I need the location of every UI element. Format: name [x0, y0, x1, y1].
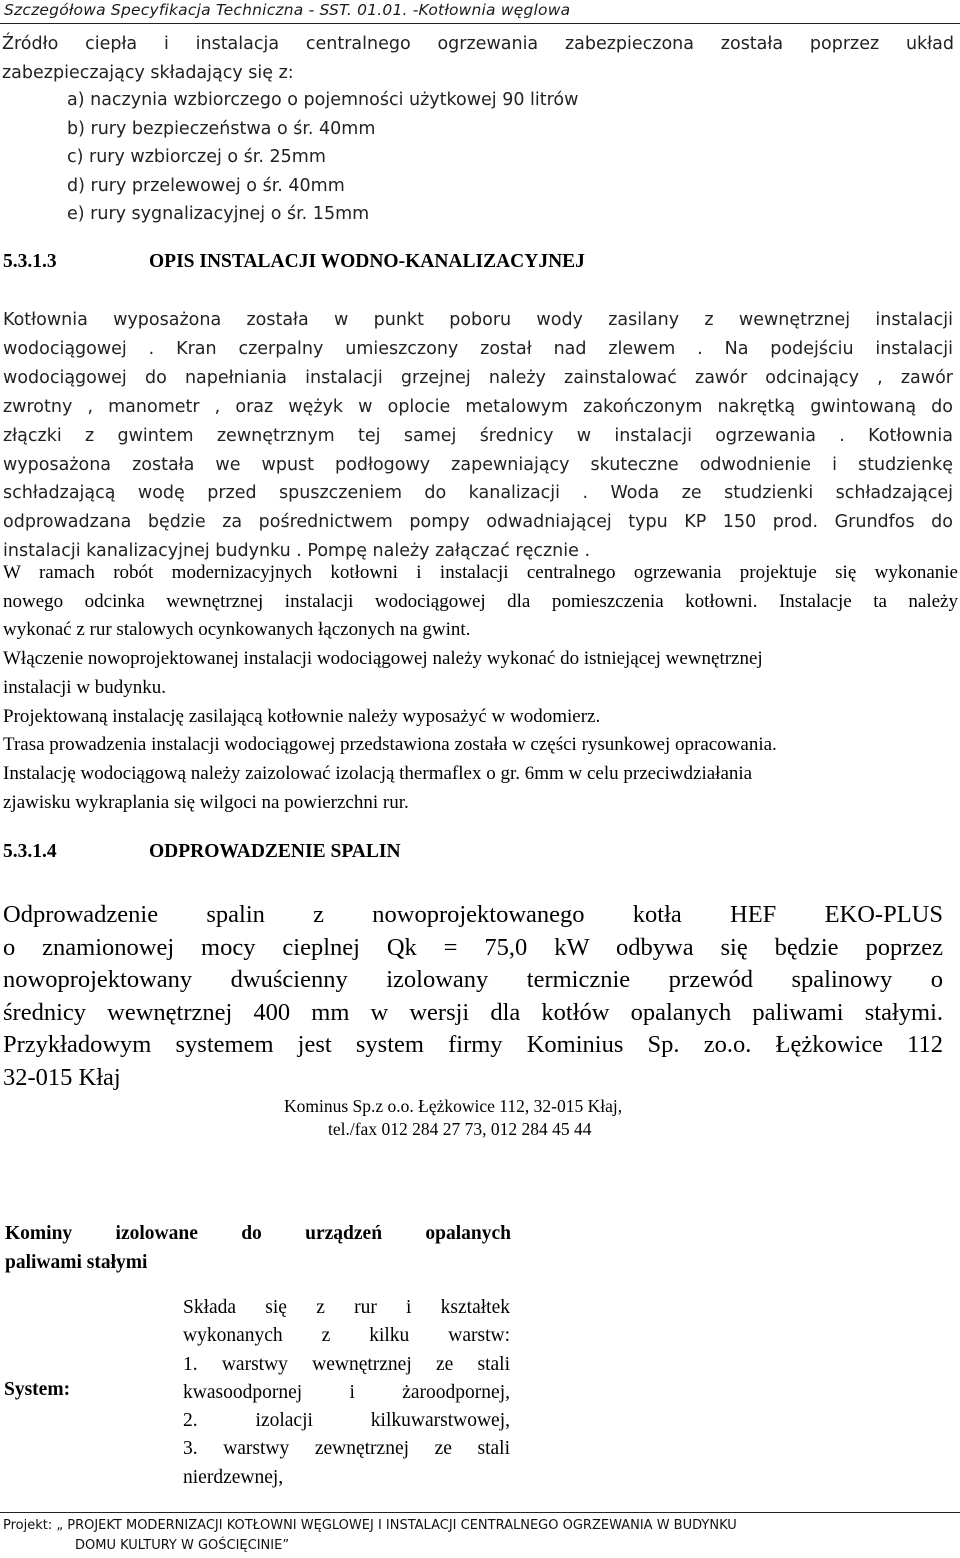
- paragraph-line: Przykładowym systemem jest system firmy Kominius Sp. zo.o. Łężkowice 112: [3, 1031, 943, 1059]
- paragraph-line: złączki z gwintem zewnętrznym tej samej średnicy w instalacji ogrzewania . Kotłownia: [3, 425, 953, 446]
- paragraph-line: nowego odcinka wewnętrznej instalacji wodociągowej dla pomieszczenia kotłowni. Instalacje ta należy: [3, 590, 958, 612]
- paragraph-line: Kotłownia wyposażona została w punkt poboru wody zasilany z wewnętrznej instalacji: [3, 310, 953, 330]
- footer-project-line: DOMU KULTURY W GOŚCIĘCINIE”: [75, 1538, 290, 1553]
- intro-line: zabezpieczający składający się z:: [2, 62, 294, 83]
- modernization-paragraph: [3, 559, 958, 817]
- paragraph-line: Włączenie nowoprojektowanej instalacji wodociągowej należy wykonać do istniejącej wewnętrznej: [3, 648, 763, 670]
- paragraph-line: W ramach robót modernizacyjnych kotłowni i instalacji centralnego ogrzewania projektuje się wykonanie: [3, 562, 958, 583]
- paragraph-line: o znamionowej mocy cieplnej Qk = 75,0 kW odbywa się będzie poprzez: [3, 933, 943, 961]
- list-item: c) rury wzbiorczej o śr. 25mm: [67, 147, 326, 167]
- flue-gas-paragraph: [3, 899, 943, 1095]
- chimney-heading: [5, 1220, 511, 1277]
- paragraph-line: wodociągowej . Kran czerpalny umieszczony został nad zlewem . Na podejściu instalacji: [3, 338, 953, 359]
- system-label: System:: [4, 1379, 71, 1400]
- paragraph-line: Instalację wodociągową należy zaizolować izolacją thermaflex o gr. 6mm w celu przeciwdziałania: [3, 762, 753, 784]
- footer-divider: [0, 1512, 960, 1513]
- system-line: 1. warstwy wewnętrznej ze stali: [183, 1353, 510, 1375]
- company-contact: [284, 1095, 622, 1140]
- paragraph-line: wyposażona została we wpust podłogowy zapewniający skuteczne odwodnienie i studzienkę: [3, 454, 953, 475]
- list-item: e) rury sygnalizacyjnej o śr. 15mm: [67, 204, 370, 224]
- list-item: a) naczynia wzbiorczego o pojemności użytkowej 90 litrów: [67, 90, 579, 110]
- paragraph-line: schładzającą wodę przed spuszczeniem do kanalizacji . Woda ze studzienki schładzającej: [3, 483, 953, 504]
- paragraph-line: wykonać z rur stalowych ocynkowanych łączonych na gwint.: [3, 619, 471, 641]
- page-footer: [3, 1516, 737, 1556]
- paragraph-line: Trasa prowadzenia instalacji wodociągowej przedstawiona została w części rysunkowej opracowania.: [3, 734, 777, 756]
- system-line: 2. izolacji kilkuwarstwowej,: [183, 1410, 510, 1432]
- intro-paragraph: [2, 30, 954, 87]
- system-line: 3. warstwy zewnętrznej ze stali: [183, 1438, 510, 1460]
- paragraph-line: średnicy wewnętrznej 400 mm w wersji dla kotłów opalanych paliwami stałymi.: [3, 998, 943, 1026]
- system-line: wykonanych z kilku warstw:: [183, 1325, 510, 1347]
- paragraph-line: instalacji kanalizacyjnej budynku . Pompę należy załączać ręcznie .: [3, 541, 591, 562]
- section-heading-flue-gas: [3, 841, 401, 863]
- paragraph-line: 32-015 Kłaj: [3, 1063, 121, 1091]
- running-header: Szczegółowa Specyfikacja Techniczna - SST. 01.01. -Kotłownia węglowa: [4, 1, 571, 19]
- system-description: [183, 1294, 510, 1492]
- paragraph-line: zjawisku wykraplania się wilgoci na powierzchni rur.: [3, 791, 409, 813]
- chimney-heading-line: paliwami stałymi: [5, 1251, 148, 1273]
- paragraph-line: odprowadzana będzie za pośrednictwem pompy odwadniającej typu KP 150 prod. Grundfos do: [3, 512, 953, 533]
- paragraph-line: Projektowaną instalację zasilającą kotłownie należy wyposażyć w wodomierz.: [3, 705, 601, 727]
- intro-line: Źródło ciepła i instalacja centralnego ogrzewania zabezpieczona została poprzez układ: [2, 34, 954, 54]
- section-number: 5.3.1.4: [3, 841, 57, 862]
- paragraph-line: instalacji w budynku.: [3, 676, 167, 698]
- company-address: Kominus Sp.z o.o. Łężkowice 112, 32-015 Kłaj,: [284, 1096, 623, 1116]
- paragraph-line: zwrotny , manometr , oraz wężyk w oplocie metalowym zakończonym nakrętką gwintowaną do: [3, 396, 953, 417]
- paragraph-line: nowoprojektowany dwuścienny izolowany termicznie przewód spalinowy o: [3, 966, 943, 994]
- section-heading-water-sewage: [3, 251, 585, 273]
- list-item: d) rury przelewowej o śr. 40mm: [67, 175, 345, 196]
- safety-components-list: [67, 86, 578, 229]
- chimney-heading-line: Kominy izolowane do urządzeń opalanych: [5, 1223, 511, 1244]
- paragraph-line: wodociągowej do napełniania instalacji grzejnej należy zainstalować zawór odcinający , zawór: [3, 367, 953, 388]
- company-phone: tel./fax 012 284 27 73, 012 284 45 44: [328, 1118, 592, 1139]
- list-item: b) rury bezpieczeństwa o śr. 40mm: [67, 118, 376, 139]
- section-title: OPIS INSTALACJI WODNO-KANALIZACYJNEJ: [149, 251, 585, 272]
- footer-project-line: Projekt: „ PROJEKT MODERNIZACJI KOTŁOWNI WĘGLOWEJ I INSTALACJI CENTRALNEGO OGRZEWANIA W BUDYNKU: [3, 1518, 737, 1533]
- header-divider: [0, 23, 960, 24]
- system-line: Składa się z rur i kształtek: [183, 1297, 510, 1318]
- paragraph-line: Odprowadzenie spalin z nowoprojektowanego kotła HEF EKO-PLUS: [3, 901, 943, 928]
- system-line: nierdzewnej,: [183, 1466, 284, 1488]
- section-number: 5.3.1.3: [3, 251, 57, 272]
- water-installation-paragraph: [3, 306, 953, 566]
- section-title: ODPROWADZENIE SPALIN: [149, 841, 401, 862]
- system-line: kwasoodpornej i żaroodpornej,: [183, 1381, 510, 1403]
